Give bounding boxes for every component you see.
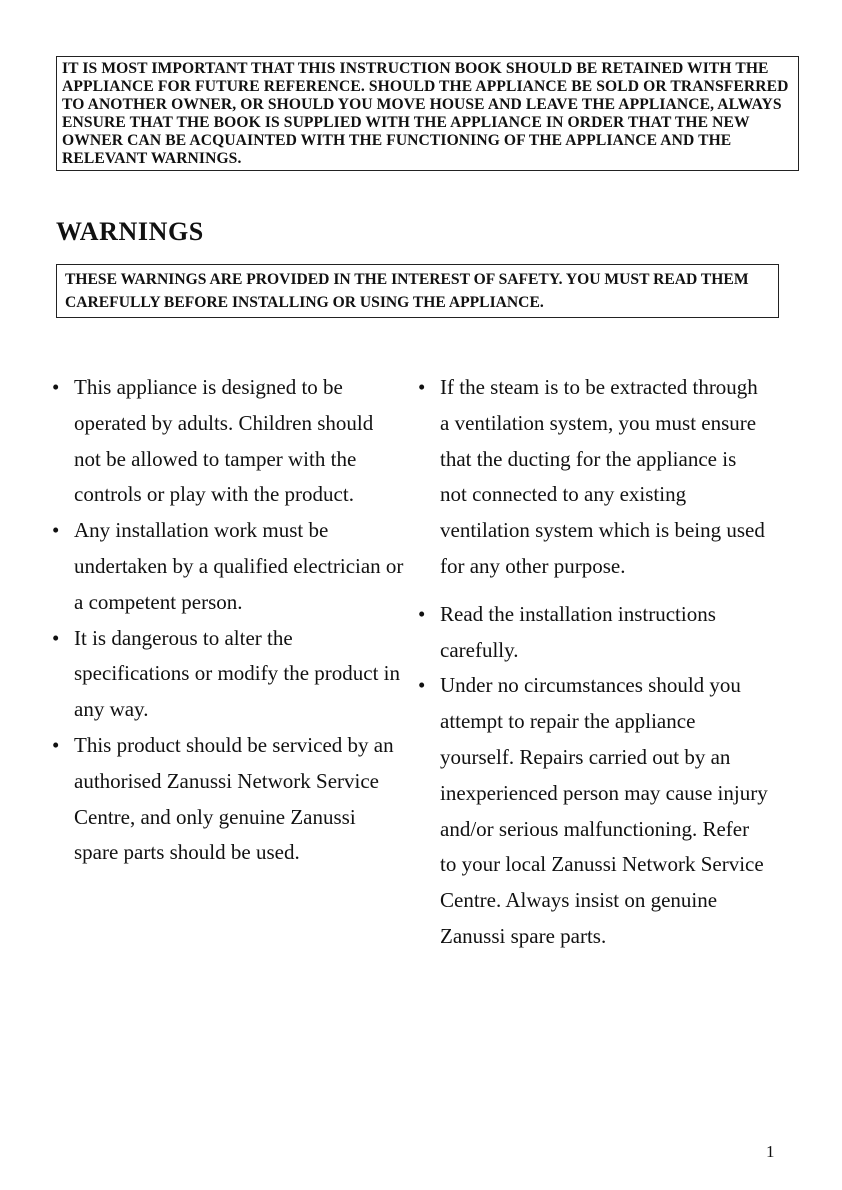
bullet-icon: • [52,375,60,399]
warning-item [52,621,404,728]
warnings-left-column [52,370,404,871]
bullet-icon: • [418,673,426,698]
page-number: 1 [766,1142,775,1161]
safety-warning-text: THESE WARNINGS ARE PROVIDED IN THE INTEREST OF SAFETY. YOU MUST READ THEM CAREFULLY BEFORE INSTALLING OR USING THE APPLIANCE. [65,271,749,311]
warning-text: If the steam is to be extracted through a ventilation system, you must ensure that the ducting for the appliance is not connected to any existing ventilation system which is being used for any other purpose. [440,375,765,578]
warning-item [418,597,768,669]
warning-item [418,668,768,954]
warning-item [52,728,404,871]
warning-text: Read the installation instructions carefully. [440,601,716,662]
bullet-icon: • [52,732,60,757]
warning-text: Any installation work must be undertaken by a qualified electrician or a competent person. [74,518,404,614]
warnings-heading: WARNINGS [56,217,204,246]
warnings-right-column [418,370,768,969]
warning-text: This product should be serviced by an authorised Zanussi Network Service Centre, and only genuine Zanussi spare parts should be used. [74,732,394,865]
bullet-icon: • [52,518,60,543]
bullet-icon: • [52,625,60,650]
bullet-icon: • [418,375,426,399]
bullet-icon: • [418,601,426,626]
warning-item [418,370,768,585]
warning-text: This appliance is designed to be operated by adults. Children should not be allowed to tamper with the controls or play with the product. [74,375,374,507]
warning-item [52,513,404,620]
warning-text: It is dangerous to alter the specifications or modify the product in any way. [74,625,401,722]
warning-text: Under no circumstances should you attempt to repair the appliance yourself. Repairs carried out by an inexperienced person may cause injury and/or serious malfunctioning. Refer to your local Zanussi Network Service Centre. Always insist on genuine Zanussi spare parts. [440,673,768,948]
warning-item [52,370,404,513]
safety-warning-box [56,264,779,318]
retain-instructions-notice [56,56,799,171]
retain-instructions-text: IT IS MOST IMPORTANT THAT THIS INSTRUCTION BOOK SHOULD BE RETAINED WITH THE APPLIANCE FOR FUTURE REFERENCE. SHOULD THE APPLIANCE BE SOLD OR TRANSFERRED TO ANOTHER OWNER, OR SHOULD YOU MOVE HOUSE AND LEAVE THE APPLIANCE, ALWAYS ENSURE THAT THE BOOK IS SUPPLIED WITH THE APPLIANCE IN ORDER THAT THE NEW OWNER CAN BE ACQUAINTED WITH THE FUNCTIONING OF THE APPLIANCE AND THE RELEVANT WARNINGS. [62,60,789,167]
